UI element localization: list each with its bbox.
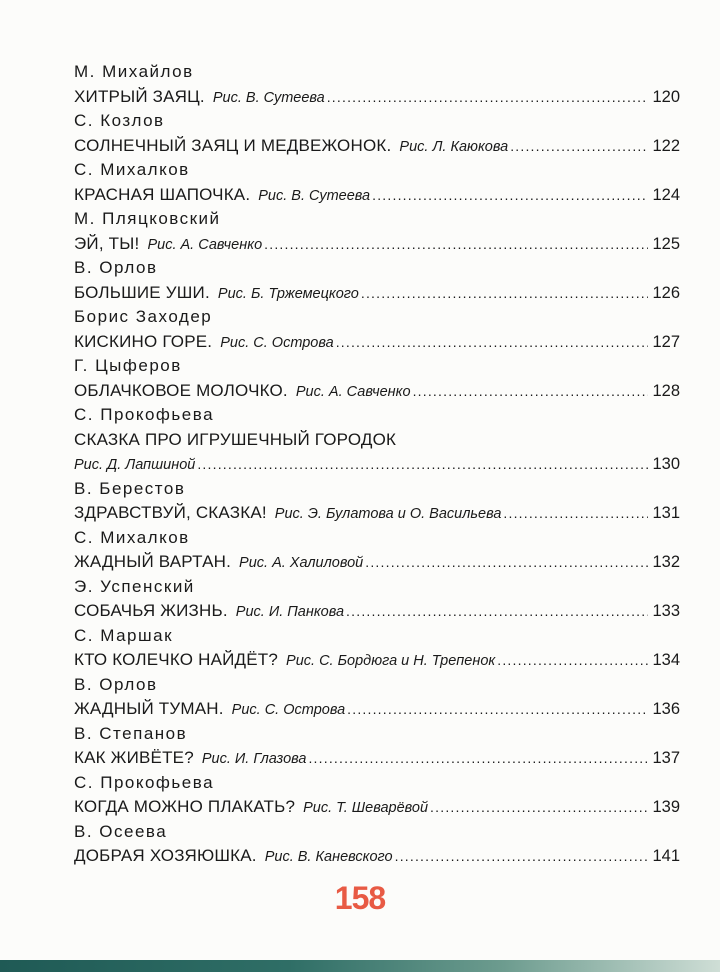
toc-title: ЭЙ, ТЫ! xyxy=(74,233,140,253)
toc-page-number: 136 xyxy=(652,700,680,718)
toc-page-number: 139 xyxy=(652,798,680,816)
toc-entry xyxy=(74,550,680,575)
toc-illustrator: Рис. С. Острова xyxy=(231,702,346,718)
toc-entry xyxy=(74,795,680,820)
dot-leader xyxy=(327,85,649,110)
toc-author: Э. Успенский xyxy=(74,576,195,596)
dot-leader xyxy=(361,281,649,306)
toc-title: БОЛЬШИЕ УШИ. xyxy=(74,282,210,302)
dot-leader xyxy=(430,795,648,820)
toc-entry xyxy=(74,452,680,477)
toc-illustrator: Рис. С. Острова xyxy=(220,334,334,351)
toc-entry xyxy=(74,501,680,526)
dot-leader xyxy=(264,232,648,257)
toc-page-number: 127 xyxy=(652,332,680,351)
toc-entry xyxy=(74,330,680,355)
toc-author: В. Осеева xyxy=(74,821,168,841)
dot-leader xyxy=(347,697,648,722)
toc-illustrator: Рис. В. Сутеева xyxy=(258,187,371,204)
toc-page-number: 126 xyxy=(652,283,680,302)
toc-author: С. Прокофьева xyxy=(74,405,215,424)
toc-title: КАК ЖИВЁТЕ? xyxy=(74,748,194,767)
toc-illustrator: Рис. А. Савченко xyxy=(295,383,411,400)
toc-page-number: 141 xyxy=(652,847,680,865)
toc-title: КТО КОЛЕЧКО НАЙДЁТ? xyxy=(74,650,279,669)
bottom-color-strip xyxy=(0,960,720,972)
toc-page-number: 130 xyxy=(652,455,680,473)
toc-title: ОБЛАЧКОВОЕ МОЛОЧКО. xyxy=(74,380,288,400)
toc-title: КРАСНАЯ ШАПОЧКА. xyxy=(74,184,251,204)
toc-author: В. Берестов xyxy=(74,478,186,498)
toc-entry xyxy=(74,379,680,404)
dot-leader xyxy=(346,599,648,624)
toc-entry xyxy=(74,232,680,257)
toc-page-number: 131 xyxy=(652,504,680,522)
toc-title: ЖАДНЫЙ ВАРТАН. xyxy=(74,552,232,571)
toc-author: С. Козлов xyxy=(74,111,165,130)
toc-author: В. Степанов xyxy=(74,723,188,743)
toc-illustrator: Рис. И. Глазова xyxy=(201,751,307,767)
dot-leader xyxy=(395,844,649,869)
toc-title: СОЛНЕЧНЫЙ ЗАЯЦ И МЕДВЕЖОНОК. xyxy=(74,135,392,155)
toc-title: КОГДА МОЖНО ПЛАКАТЬ? xyxy=(74,797,296,816)
toc-entry xyxy=(74,183,680,208)
toc-entry xyxy=(74,746,680,771)
toc-author: Г. Цыферов xyxy=(74,356,182,375)
toc-author: В. Орлов xyxy=(74,258,158,277)
toc-illustrator: Рис. И. Панкова xyxy=(235,604,345,620)
toc-author: С. Михалков xyxy=(74,527,190,547)
toc-entry xyxy=(74,281,680,306)
toc-illustrator: Рис. Т. Шеварёвой xyxy=(303,800,429,816)
toc-page-number: 134 xyxy=(652,651,680,669)
toc-entry xyxy=(74,697,680,722)
toc-page-number: 137 xyxy=(652,749,680,767)
toc-title: КИСКИНО ГОРЕ. xyxy=(74,331,213,351)
toc-illustrator: Рис. Л. Каюкова xyxy=(399,138,509,155)
toc-entry xyxy=(74,85,680,110)
toc-illustrator: Рис. Д. Лапшиной xyxy=(74,457,196,473)
dot-leader xyxy=(497,648,648,673)
toc-title: ДОБРАЯ ХОЗЯЮШКА. xyxy=(74,846,257,865)
dot-leader xyxy=(197,452,648,477)
toc-page-number: 125 xyxy=(652,234,680,253)
toc-entry xyxy=(74,844,680,869)
toc-entry xyxy=(74,648,680,673)
toc-illustrator: Рис. Э. Булатова и О. Васильева xyxy=(274,506,502,522)
toc-illustrator: Рис. Б. Тржемецкого xyxy=(217,285,359,302)
toc-author: С. Прокофьева xyxy=(74,772,215,792)
toc-entry xyxy=(74,599,680,624)
toc-author: Борис Заходер xyxy=(74,307,213,326)
toc-page-number: 124 xyxy=(652,185,680,204)
toc-entry xyxy=(74,134,680,159)
toc-page-number: 128 xyxy=(652,381,680,400)
toc-title: СОБАЧЬЯ ЖИЗНЬ. xyxy=(74,601,228,620)
toc-illustrator: Рис. А. Савченко xyxy=(147,236,263,253)
toc-illustrator: Рис. А. Халиловой xyxy=(239,555,364,571)
toc-title: СКАЗКА ПРО ИГРУШЕЧНЫЙ ГОРОДОК xyxy=(74,429,397,449)
toc-author: В. Орлов xyxy=(74,674,158,694)
dot-leader xyxy=(372,183,648,208)
toc-title: ЖАДНЫЙ ТУМАН. xyxy=(74,699,224,718)
toc-author: С. Маршак xyxy=(74,625,174,645)
dot-leader xyxy=(503,501,648,526)
table-of-contents xyxy=(74,60,680,869)
toc-title: ЗДРАВСТВУЙ, СКАЗКА! xyxy=(74,503,267,522)
page-number: 158 xyxy=(334,880,386,916)
dot-leader xyxy=(413,379,649,404)
dot-leader xyxy=(336,330,649,355)
toc-illustrator: Рис. В. Каневского xyxy=(264,849,393,865)
toc-entry-title-line xyxy=(74,428,680,453)
dot-leader xyxy=(365,550,648,575)
toc-illustrator: Рис. С. Бордюга и Н. Трепенок xyxy=(286,653,496,669)
dot-leader xyxy=(510,134,648,159)
toc-page-number: 133 xyxy=(652,602,680,620)
toc-title: ХИТРЫЙ ЗАЯЦ. xyxy=(74,86,205,106)
toc-author: С. Михалков xyxy=(74,160,190,179)
toc-page-number: 132 xyxy=(652,553,680,571)
toc-author: М. Пляцковский xyxy=(74,209,221,228)
toc-author: М. Михайлов xyxy=(74,62,194,81)
toc-illustrator: Рис. В. Сутеева xyxy=(212,89,325,106)
toc-page-number: 122 xyxy=(652,136,680,155)
toc-page-number: 120 xyxy=(652,87,680,106)
dot-leader xyxy=(308,746,648,771)
